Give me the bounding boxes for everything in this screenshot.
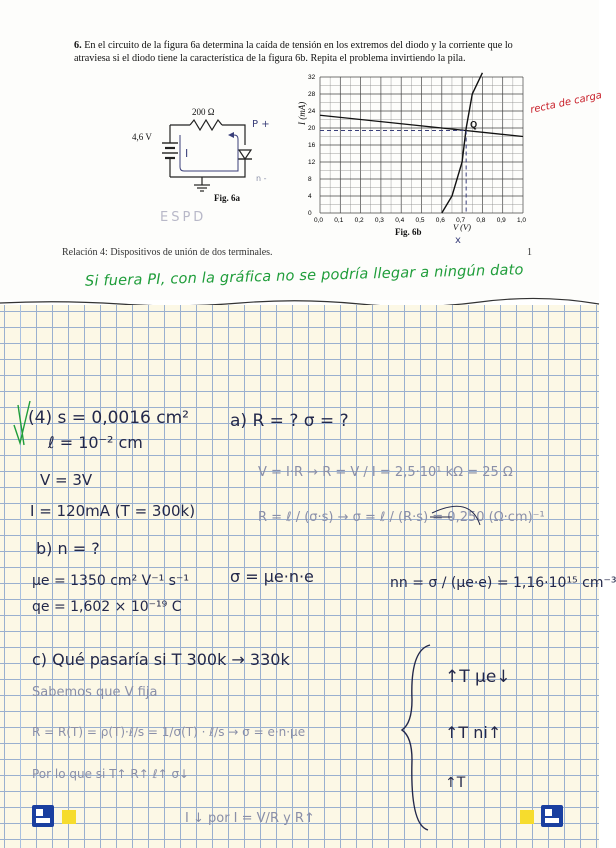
x-tick-label: 0,9 xyxy=(496,217,506,224)
x-mark: x xyxy=(455,235,461,246)
note-b-mobility: μe = 1350 cm² V⁻¹ s⁻¹ xyxy=(32,573,189,589)
graph-grid xyxy=(320,77,523,213)
problem-text: En el circuito de la figura 6a determina la caída de tensión en los extremos del diodo y la corriente que lo atraviesa si el diodo tiene la característica de la figura 6b. Repita el problema invirtiendo la pila. xyxy=(74,40,513,64)
note-b-eq1: σ = μe·n·e xyxy=(230,567,314,586)
notebook-logo-left xyxy=(32,805,54,827)
fig-6b-caption: Fig. 6b xyxy=(395,227,422,237)
textbook-page xyxy=(0,0,603,300)
y-tick-label: 8 xyxy=(308,176,312,183)
yellow-mark-left xyxy=(62,810,76,824)
x-tick-label: 0,8 xyxy=(476,217,486,224)
x-tick-label: 0,7 xyxy=(456,217,466,224)
note-c-note1: Sabemos que V fija xyxy=(32,685,158,700)
fig-6a-caption: Fig. 6a xyxy=(214,193,240,203)
note-c-right3: ↑T xyxy=(445,775,466,791)
notebook-logo-right xyxy=(541,805,563,827)
note-c-note3: I ↓ por I = V/R y R↑ xyxy=(185,811,315,826)
note-4-voltage: V = 3V xyxy=(40,471,93,489)
y-tick-label: 16 xyxy=(308,142,316,149)
x-tick-label: 1,0 xyxy=(517,217,527,224)
yellow-mark-right xyxy=(520,810,534,824)
notebook-strokes xyxy=(0,305,599,848)
minus-label: n - xyxy=(256,174,267,183)
green-handwritten-note: Si fuera PI, con la gráfica no se podría llegar a ningún dato xyxy=(84,262,524,290)
y-tick-label: 0 xyxy=(308,210,312,217)
load-line-annotation: recta de carga xyxy=(529,90,603,116)
y-tick-labels xyxy=(308,74,316,217)
footer-left: Relación 4: Dispositivos de unión de dos terminales. xyxy=(62,247,273,258)
y-tick-label: 28 xyxy=(308,91,316,98)
resistor-label: 200 Ω xyxy=(192,107,215,117)
current-label: I xyxy=(185,147,189,160)
y-tick-label: 4 xyxy=(308,193,312,200)
plus-label: P + xyxy=(252,119,270,130)
note-c-right1: ↑T μe↓ xyxy=(445,667,511,687)
note-a-eq2: R = ℓ / (σ·s) → σ = ℓ / (R·s) = 0,250 (Ω·cm)⁻¹ xyxy=(258,510,545,525)
page-number: 1 xyxy=(527,247,532,258)
note-c-eq1: R = R(T) = ρ(T)·ℓ/s = 1/σ(T) · ℓ/s → σ = e·n·μe xyxy=(32,725,306,739)
note-a-question: a) R = ? σ = ? xyxy=(230,411,349,431)
note-4-current: I = 120mA (T = 300k) xyxy=(30,502,196,520)
x-tick-label: 0,0 xyxy=(314,217,324,224)
y-tick-label: 32 xyxy=(308,74,316,81)
x-tick-label: 0,2 xyxy=(354,217,364,224)
x-tick-label: 0,6 xyxy=(435,217,445,224)
problem-statement xyxy=(74,40,544,65)
note-4-length: ℓ = 10⁻² cm xyxy=(48,433,143,452)
x-tick-label: 0,5 xyxy=(415,217,425,224)
diode-symbol xyxy=(239,150,251,159)
x-axis-label: V (V) xyxy=(453,222,472,232)
circuit-diagram xyxy=(130,95,300,215)
watermark: ESPD xyxy=(160,210,207,225)
y-tick-label: 20 xyxy=(308,125,316,132)
diode-characteristic-graph xyxy=(295,65,603,250)
note-b-eq2: nn = σ / (μe·e) = 1,16·10¹⁵ cm⁻³ xyxy=(390,575,616,591)
note-c-note2: Por lo que si T↑ R↑ ℓ↑ σ↓ xyxy=(32,767,190,781)
curly-brace xyxy=(402,645,430,830)
y-tick-label: 12 xyxy=(308,159,316,166)
note-4-area: (4) s = 0,0016 cm² xyxy=(28,408,190,428)
x-tick-label: 0,3 xyxy=(374,217,384,224)
resistor-symbol xyxy=(190,120,222,130)
note-b-question: b) n = ? xyxy=(36,539,100,558)
note-b-charge: qe = 1,602 × 10⁻¹⁹ C xyxy=(32,599,182,615)
notebook-page xyxy=(0,305,616,848)
q-point-label: Q xyxy=(470,119,478,130)
x-tick-label: 0,4 xyxy=(395,217,405,224)
note-c-question: c) Qué pasaría si T 300k → 330k xyxy=(32,650,290,669)
y-tick-label: 24 xyxy=(308,108,316,115)
problem-number: 6. xyxy=(74,40,82,51)
y-axis-label: I (mA) xyxy=(297,101,307,125)
x-tick-label: 0,1 xyxy=(334,217,344,224)
source-label: 4,6 V xyxy=(132,132,152,142)
note-c-right2: ↑T ni↑ xyxy=(445,723,502,742)
note-a-eq1: V = I·R → R = V / I = 2,5·10¹ kΩ = 25 Ω xyxy=(258,465,513,480)
page-footer xyxy=(62,247,532,258)
x-tick-labels xyxy=(314,217,526,224)
